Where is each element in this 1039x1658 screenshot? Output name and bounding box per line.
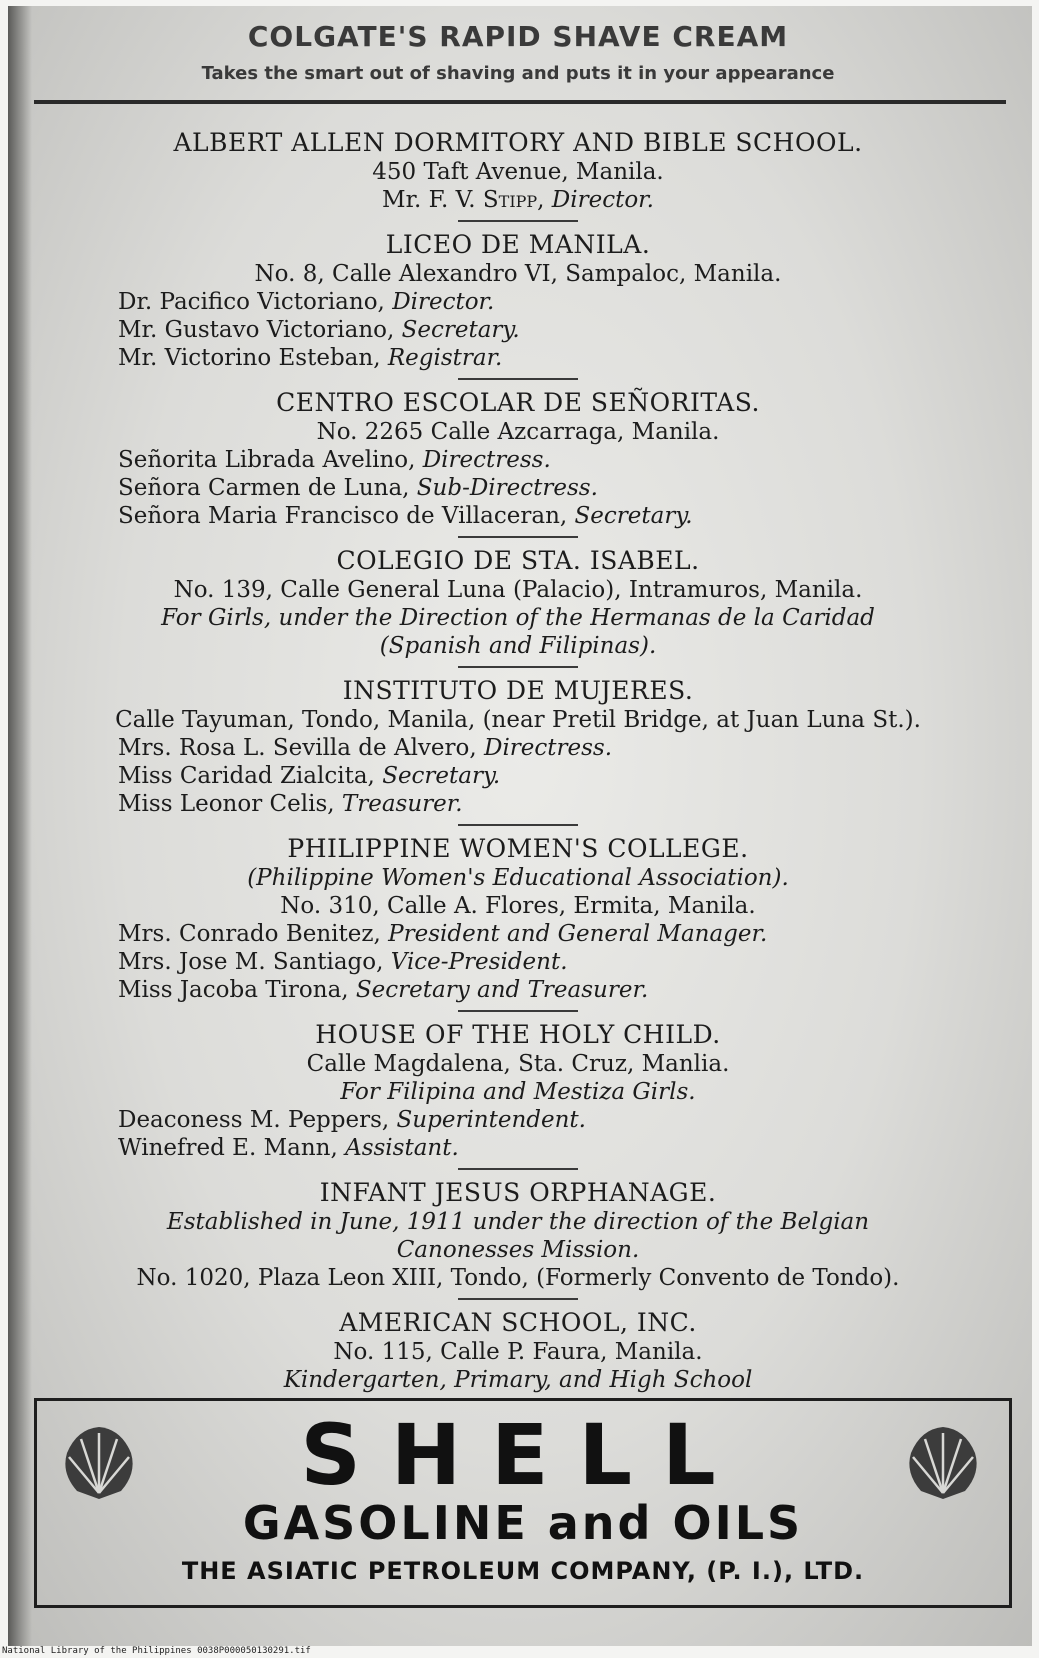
listing-entry [28,546,1008,660]
school-listing [28,128,1008,1394]
entry-address: No. 8, Calle Alexandro VI, Sampaloc, Manila. [254,261,782,287]
staff-person: Mrs. Conrado Benitez, [118,921,381,947]
entry-staff [28,502,1008,530]
entry-address: No. 139, Calle General Luna (Palacio), Intramuros, Manila. [173,577,863,603]
entry-divider [458,536,578,538]
entry-note: Kindergarten, Primary, and High School [283,1367,753,1393]
staff-person: Miss Leonor Celis, [118,791,335,817]
entry-staff [28,1134,1008,1162]
staff-role: Secretary. [401,317,520,343]
staff-person: Mrs. Rosa L. Sevilla de Alvero, [118,735,477,761]
staff-role: Registrar. [387,345,503,371]
entry-address: No. 2265 Calle Azcarraga, Manila. [316,419,720,445]
entry-divider [458,220,578,222]
entry-name: HOUSE OF THE HOLY CHILD. [315,1020,721,1049]
staff-role: Secretary and Treasurer. [355,977,649,1003]
staff-person: Dr. Pacifico Victoriano, [118,289,385,315]
staff-role: Director. [551,187,654,213]
entry-divider [458,1168,578,1170]
listing-entry [28,230,1008,372]
listing-entry [28,388,1008,530]
staff-role: Secretary. [574,503,693,529]
staff-surname: Stipp [482,187,538,213]
staff-role: Director. [392,289,495,315]
entry-address: No. 1020, Plaza Leon XIII, Tondo, (Formerly Convento de Tondo). [136,1265,900,1291]
entry-name: PHILIPPINE WOMEN'S COLLEGE. [287,834,749,863]
staff-person: Mr. Victorino Esteban, [118,345,381,371]
entry-staff [28,1106,1008,1134]
entry-address: No. 115, Calle P. Faura, Manila. [333,1339,703,1365]
entry-note: (Spanish and Filipinas). [379,633,657,659]
staff-role: Secretary. [382,763,501,789]
entry-staff [28,446,1008,474]
listing-entry [28,1020,1008,1162]
entry-name: CENTRO ESCOLAR DE SEÑORITAS. [276,388,760,417]
entry-divider [458,824,578,826]
entry-staff [28,734,1008,762]
entry-staff [28,976,1008,1004]
staff-role: Vice-President. [390,949,568,975]
staff-person: Deaconess M. Peppers, [118,1107,390,1133]
entry-staff [28,790,1008,818]
staff-person: Mr. Gustavo Victoriano, [118,317,395,343]
staff-person: Miss Caridad Zialcita, [118,763,375,789]
entry-note: Canonesses Mission. [396,1237,640,1263]
staff-prefix: Mr. F. V. [382,187,483,213]
ad-brand: SHELL [300,1406,746,1504]
staff-role: Superintendent. [396,1107,586,1133]
page-header [38,20,998,84]
entry-note: For Filipina and Mestiza Girls. [340,1079,696,1105]
staff-role: Treasurer. [341,791,463,817]
header-divider [34,100,1006,104]
staff-role: Assistant. [345,1135,459,1161]
listing-entry [28,128,1008,214]
entry-staff [28,474,1008,502]
entry-address: Calle Magdalena, Sta. Cruz, Manlia. [306,1051,730,1077]
entry-name: COLEGIO DE STA. ISABEL. [336,546,700,575]
staff-person: Mrs. Jose M. Santiago, [118,949,384,975]
entry-staff [28,316,1008,344]
entry-name: LICEO DE MANILA. [385,230,651,259]
entry-divider [458,1010,578,1012]
shell-logo-icon [57,1421,141,1505]
entry-divider [458,666,578,668]
header-ad-title: COLGATE'S RAPID SHAVE CREAM [247,20,789,53]
entry-address: No. 310, Calle A. Flores, Ermita, Manila. [280,893,756,919]
staff-person: Señora Carmen de Luna, [118,475,410,501]
entry-note: For Girls, under the Direction of the Hermanas de la Caridad [161,605,875,631]
ad-product: GASOLINE and OILS [242,1496,804,1550]
staff-person: Miss Jacoba Tirona, [118,977,349,1003]
header-ad-tagline: Takes the smart out of shaving and puts it in your appearance [201,63,835,84]
entry-staff [28,344,1008,372]
entry-name: AMERICAN SCHOOL, INC. [339,1308,697,1337]
entry-address: 450 Taft Avenue, Manila. [372,159,664,185]
listing-entry [28,676,1008,818]
staff-role: Sub-Directress. [416,475,598,501]
shell-advertisement [34,1398,1012,1608]
entry-divider [458,378,578,380]
document-page [8,6,1032,1646]
listing-entry [28,834,1008,1004]
staff-role: Directress. [484,735,613,761]
entry-staff [28,762,1008,790]
staff-role: President and General Manager. [388,921,768,947]
shell-logo-icon [901,1421,985,1505]
staff-person: Winefred E. Mann, [118,1135,338,1161]
staff-person: Señora Maria Francisco de Villaceran, [118,503,568,529]
entry-staff: Mr. F. V. Stipp, Director. [382,187,654,213]
entry-staff [28,948,1008,976]
entry-divider [458,1298,578,1300]
scan-credit: National Library of the Philippines 0038P000050130291.tif [2,1646,311,1656]
staff-person: Señorita Librada Avelino, [118,447,416,473]
entry-subtitle: (Philippine Women's Educational Association). [247,865,789,891]
entry-staff [28,288,1008,316]
listing-entry [28,1308,1008,1394]
ad-company: THE ASIATIC PETROLEUM COMPANY, (P. I.), LTD. [181,1557,865,1585]
entry-name: ALBERT ALLEN DORMITORY AND BIBLE SCHOOL. [173,128,863,157]
listing-entry [28,1178,1008,1292]
entry-name: INSTITUTO DE MUJERES. [342,676,694,705]
staff-role: Directress. [422,447,551,473]
entry-note: Established in June, 1911 under the direction of the Belgian [166,1209,870,1235]
entry-address: Calle Tayuman, Tondo, Manila, (near Pretil Bridge, at Juan Luna St.). [115,707,921,733]
entry-staff [28,920,1008,948]
entry-name: INFANT JESUS ORPHANAGE. [319,1178,717,1207]
